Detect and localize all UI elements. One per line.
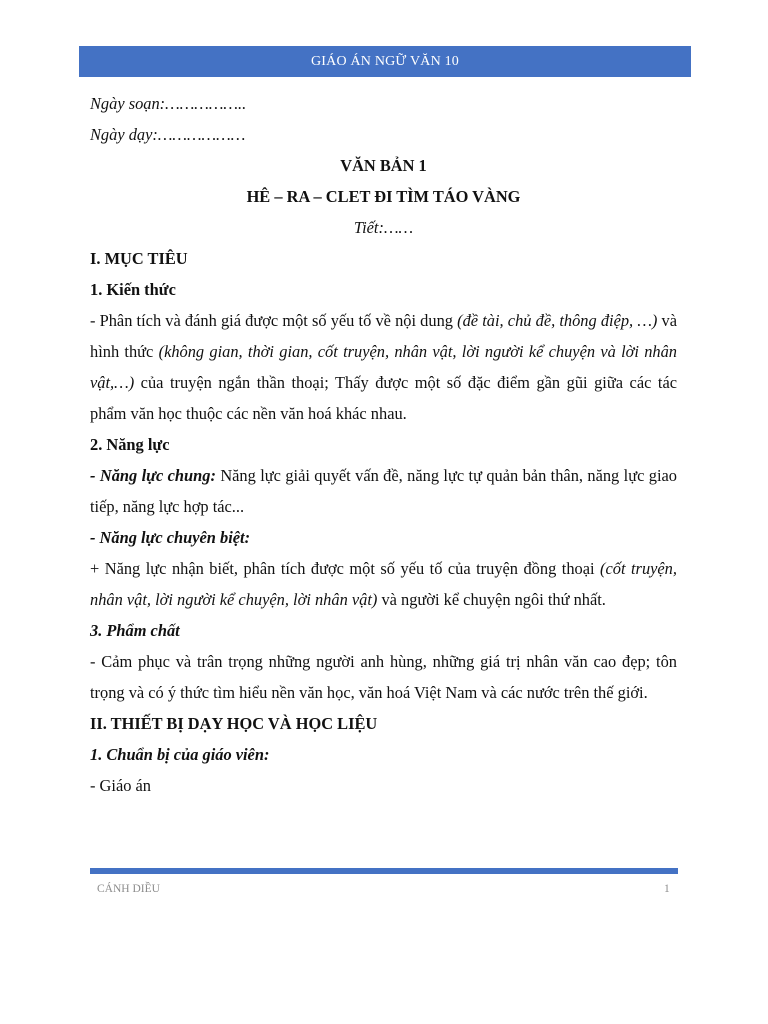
paragraph [90,553,677,615]
document-body [90,88,677,801]
text-run: Năng lực giải quyết vấn đề, năng lực tự quản bản thân, năng lực giao tiếp, năng lực hợp tác... [90,466,677,516]
paragraph [90,460,677,522]
text-run-italic: (không gian, thời gian, cốt truyện, nhân vật, lời người kể chuyện và lời nhân vật,…) [90,342,677,392]
text-run-bold-italic: - Năng lực chung: [90,466,216,485]
ngay-day: Ngày dạy:……………… [90,125,246,144]
footer-label: CÁNH DIỀU [97,883,160,895]
footer-divider [90,868,678,874]
subsection-heading: 1. Kiến thức [90,280,176,299]
text-run: và người kể chuyện ngôi thứ nhất. [377,590,606,609]
section-heading: I. MỤC TIÊU [90,249,188,268]
text-run: của truyện ngắn thần thoại; Thấy được một số đặc điểm gần gũi giữa các tác phẩm văn học thuộc các nền văn hoá khác nhau. [90,373,677,423]
page-number: 1 [664,883,670,895]
paragraph-label: - Năng lực chuyên biệt: [90,528,251,547]
text-run-italic: (đề tài, chủ đề, thông điệp, …) [457,311,658,330]
doc-title-line1: VĂN BẢN 1 [340,156,427,175]
text-run-italic: (cốt truyện, nhân vật, lời người kể chuyện, lời nhân vật) [90,559,677,609]
header-title: GIÁO ÁN NGỮ VĂN 10 [311,54,459,69]
subsection-heading: 3. Phẩm chất [90,621,180,640]
doc-title-line2: HÊ – RA – CLET ĐI TÌM TÁO VÀNG [246,187,521,206]
tiet-label: Tiết:…… [353,218,414,237]
text-run: + Năng lực nhận biết, phân tích được một số yếu tố của truyện đồng thoại [90,559,601,578]
ngay-soan: Ngày soạn:…………….. [90,94,247,113]
paragraph: - Giáo án [90,776,151,795]
paragraph [90,305,677,429]
text-run: - Phân tích và đánh giá được một số yếu tố về nội dung [90,311,458,330]
paragraph: - Cảm phục và trân trọng những người anh hùng, những giá trị nhân văn cao đẹp; tôn trọng và có ý thức tìm hiểu nền văn học, văn hoá Việt Nam và các nước trên thế giới. [90,652,677,702]
page-header-bar [79,46,691,77]
text-run: và hình thức [90,311,677,361]
section-heading: II. THIẾT BỊ DẠY HỌC VÀ HỌC LIỆU [90,714,378,733]
subsection-heading: 1. Chuẩn bị của giáo viên: [90,745,270,764]
subsection-heading: 2. Năng lực [90,435,170,454]
